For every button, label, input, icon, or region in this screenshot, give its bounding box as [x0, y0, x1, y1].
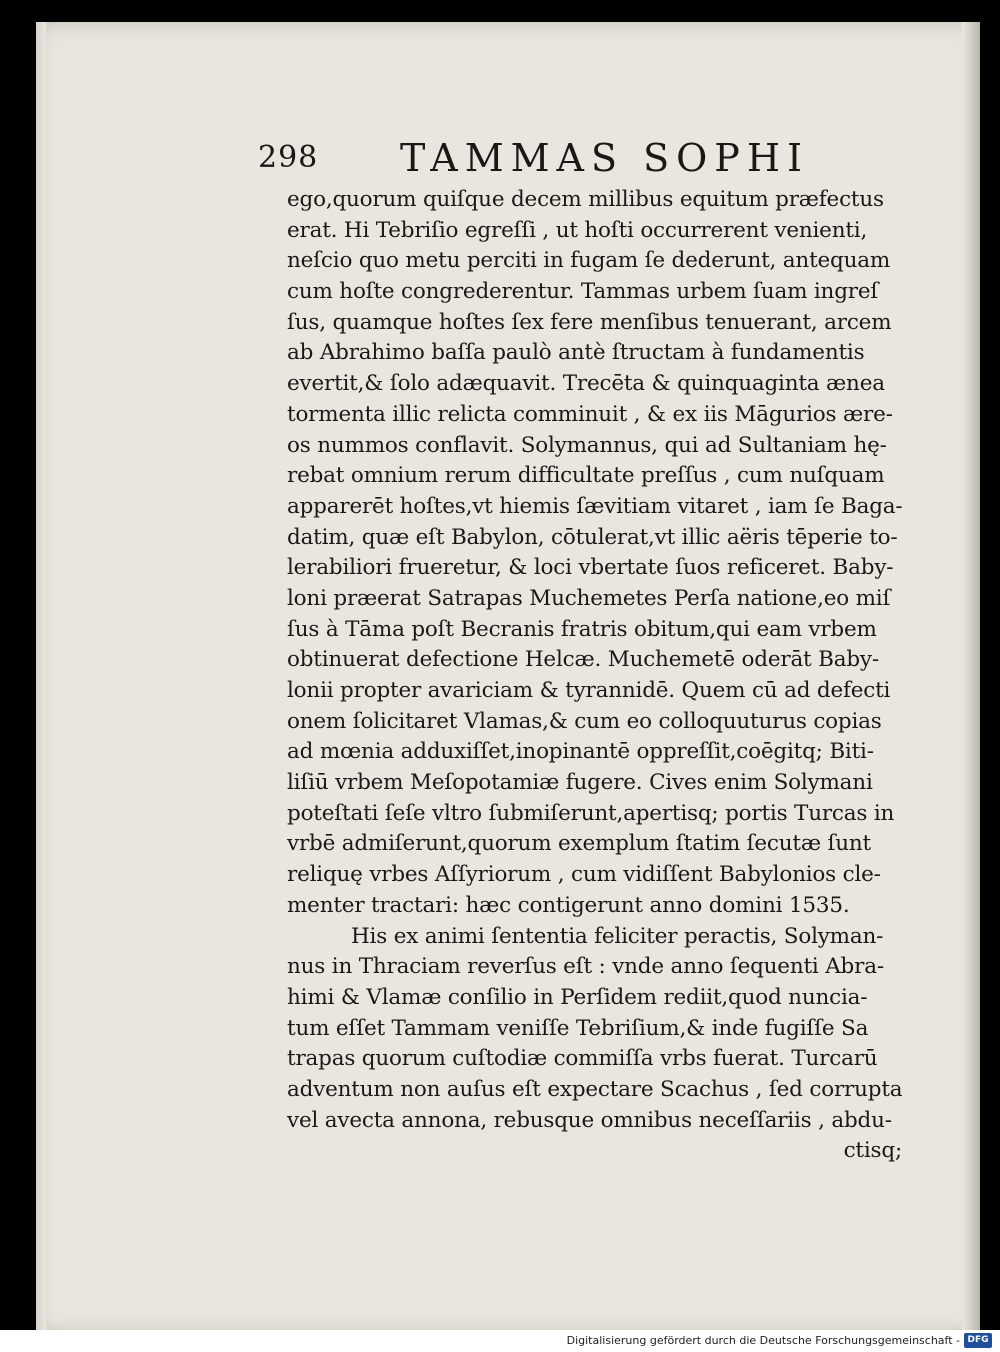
text-line: vrbē admiſerunt,quorum exemplum ſtatim ſecutæ ſunt: [287, 831, 871, 857]
page-edge: [962, 22, 980, 1334]
text-line: lerabiliori frueretur, & loci vbertate ſuos reficeret. Baby-: [287, 555, 894, 581]
text-line: neſcio quo metu perciti in fugam ſe dederunt, antequam: [287, 248, 891, 274]
text-line: datim, quæ eſt Babylon, cōtulerat,vt illic aëris tēperie to-: [287, 524, 898, 550]
text-line: vel avecta annona, rebusque omnibus neceſſariis , abdu-: [287, 1107, 892, 1133]
text-line: evertit,& ſolo adæquavit. Trecēta & quinquaginta ænea: [287, 371, 885, 397]
page-number: 298: [258, 140, 319, 175]
text-line: lonii propter avariciam & tyrannidē. Quem cū ad defecti: [287, 678, 891, 703]
paragraph-first-line: His ex animi ſententia feliciter peractis, Solyman-: [351, 923, 884, 949]
catchword: ctisq;: [843, 1138, 902, 1164]
text-line: cum hoſte congrederentur. Tammas urbem ſuam ingreſ: [287, 279, 879, 305]
text-line: onem ſolicitaret Vlamas,& cum eo colloquuturus copias: [287, 708, 882, 734]
text-line: adventum non auſus eſt expectare Scachus , ſed corrupta: [287, 1076, 903, 1102]
digitization-footer: [0, 1330, 1000, 1352]
text-line: trapas quorum cuſtodiæ commiſſa vrbs fuerat. Turcarū: [287, 1046, 878, 1072]
text-line: tum eſſet Tammam veniſſe Tebriſium,& inde fugiſſe Sa: [287, 1015, 869, 1041]
text-line: reliquę vrbes Aſſyriorum , cum vidiſſent Babylonios cle-: [287, 862, 881, 888]
text-line: ad mœnia adduxiſſet,inopinantē oppreſſit,coēgitq; Biti-: [287, 739, 874, 765]
page-header: [258, 136, 818, 182]
text-line: ſus à Tāma poſt Becranis fratris obitum,qui eam vrbem: [287, 616, 877, 642]
text-line: apparerēt hoſtes,vt hiemis ſævitiam vitaret , iam ſe Baga-: [287, 493, 903, 519]
dfg-logo-icon[interactable]: DFG: [964, 1333, 992, 1348]
text-line: poteſtati ſeſe vltro ſubmiſerunt,apertisq; portis Turcas in: [287, 800, 895, 826]
text-line: loni præerat Satrapas Muchemetes Perſa natione,eo miſ: [287, 585, 891, 611]
page-gutter-shadow: [36, 22, 46, 1334]
text-line: os nummos conflavit. Solymannus, qui ad Sultaniam hę-: [287, 432, 887, 458]
text-line: menter tractari: hæc contigerunt anno domini 1535.: [287, 892, 850, 918]
body-text: [287, 185, 907, 1167]
text-line: ego,quorum quiſque decem millibus equitum præfectus: [287, 187, 884, 212]
text-line: himi & Vlamæ conſilio in Perſidem rediit,quod nuncia-: [287, 984, 868, 1010]
text-line: ſus, quamque hoſtes ſex fere menſibus tenuerant, arcem: [287, 309, 892, 335]
text-line: rebat omnium rerum difficultate preſſus , cum nuſquam: [287, 463, 885, 489]
text-line: ab Abrahimo baſſa paulò antè ſtructam à fundamentis: [287, 340, 865, 366]
funding-credit: Digitalisierung gefördert durch die Deutsche Forschungsgemeinschaft -: [566, 1334, 960, 1347]
text-line: nus in Thraciam reverſus eſt : vnde anno ſequenti Abra-: [287, 954, 884, 980]
text-line: tormenta illic relicta comminuit , & ex iis Māgurios ære-: [287, 401, 893, 427]
text-line: obtinuerat defectione Helcæ. Muchemetē oderāt Baby-: [287, 647, 879, 673]
text-line: liſiū vrbem Meſopotamiæ fugere. Cives enim Solymani: [287, 770, 873, 796]
text-line: erat. Hi Tebriſio egreſſi , ut hoſti occurrerent venienti,: [287, 217, 868, 243]
running-head: TAMMAS SOPHI: [400, 136, 809, 180]
